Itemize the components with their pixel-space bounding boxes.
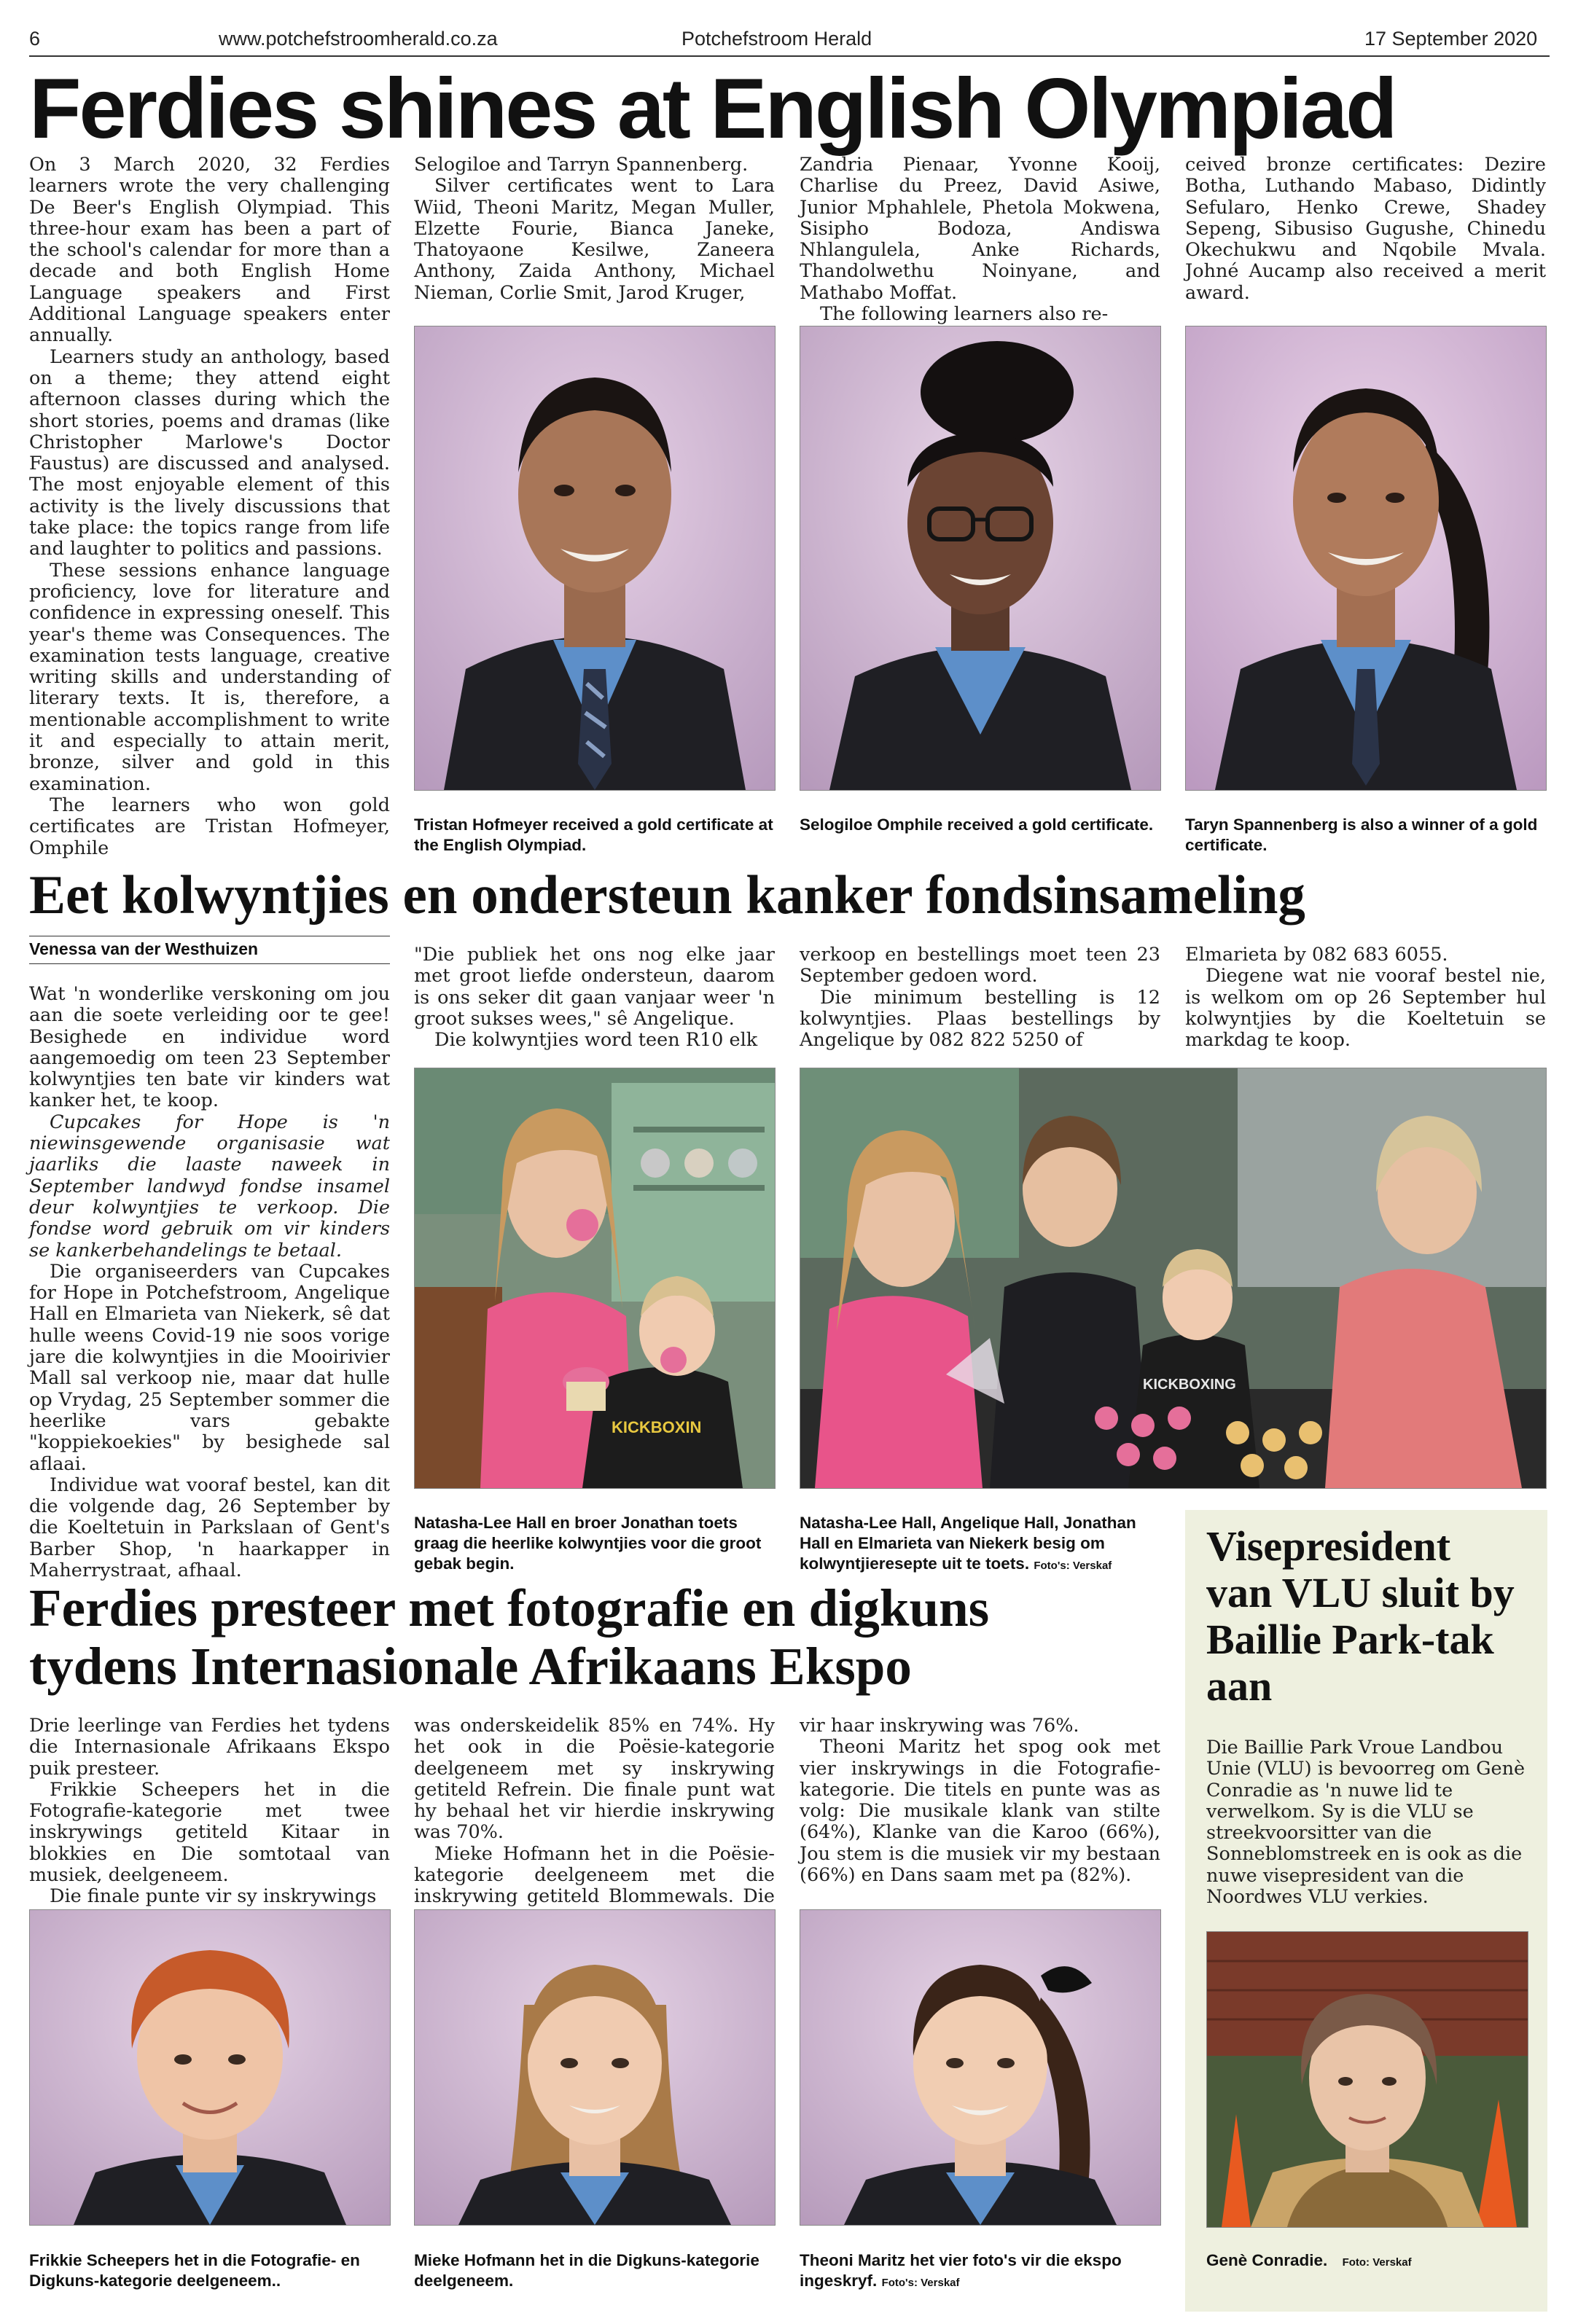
article1-paragraph: Silver certificates went to Lara Wiid, Theoni Maritz, Megan Muller, Elzette Fourie, Bianca Janeke, Thatoyaone Kesilwe, Zaneera Anthony, Zaida Anthony, Michael Nieman, Corlie Smit, Jarod Kruger, [414, 175, 775, 304]
sidebar-body [1206, 1737, 1527, 1912]
photo-hall-family-baking [800, 1068, 1547, 1489]
caption-theoni-text: Theoni Maritz het vier foto's vir die ekspo ingeskryf. [800, 2251, 1122, 2290]
article2-paragraph: Cupcakes for Hope is 'n niewinsgewende organisasie wat jaarliks die laaste naweek in September landwyd fondse insamel deur kolwyntjies te verkoop. Die fondse word gebruik om vir kinders se kankerbehandelings te betaal. [29, 1111, 390, 1261]
article3-paragraph: Frikkie Scheepers het in die Fotografie-kategorie met twee inskrywings getiteld Kitaar in blokkies en Die somtotaal van musiek, deelgeneem. [29, 1778, 390, 1887]
article1-paragraph: The following learners also re- [820, 303, 1109, 326]
article1-column-3 [800, 154, 1160, 326]
article2-paragraph: Wat 'n wonderlike verskoning om jou aan die soete verleiding oor te gee! Besighede en individue word aangemoedig om teen 23 September kolwyntjies ten bate vir kinders wat kanker het, te koop. [29, 983, 390, 1112]
article2-headline: Eet kolwyntjies en ondersteun kanker fondsinsameling [29, 865, 1305, 926]
article1-paragraph: These sessions enhance language proficiency, love for literature and confidence in expressing oneself. This year's theme was Consequences. The examination tests language, creative writing skills and understanding of literary texts. It is, therefore, a mentionable accomplishment to write it and especially to attain merit, bronze, silver and gold in this examination. [29, 559, 390, 795]
article3-paragraph: Mieke Hofmann het in die Poësie-kategorie deelgeneem met die inskrywing getiteld Blommewals. Die [414, 1842, 775, 1908]
article2-byline: Venessa van der Westhuizen [29, 939, 259, 958]
photo-natasha-and-jonathan [414, 1068, 776, 1489]
photo-selogiloe-omphile [800, 326, 1161, 791]
article3-paragraph: Theoni Maritz het spog ook met vier inskrywings in die Fotografie-kategorie. Die titels en punte was as volg: Die musikale klank van stilte (64%), Klanke van die Karoo (66%), Jou stem is die musiek vir my bestaan (66%) en Dans saam met pa (82%). [800, 1736, 1160, 1887]
article2-column-2 [414, 944, 775, 1054]
article1-column-1 [29, 154, 390, 858]
article1-headline: Ferdies shines at English Olympiad [29, 60, 1396, 156]
caption-hall-family [800, 1513, 1160, 1576]
caption-gene-conradie [1206, 2250, 1527, 2273]
website-url[interactable]: www.potchefstroomherald.co.za [219, 28, 498, 50]
article1-paragraph: The learners who won gold certificates are Tristan Hofmeyer, Omphile [29, 794, 390, 859]
photo-theoni-maritz [800, 1909, 1161, 2226]
svg-text:KICKBOXIN: KICKBOXIN [612, 1418, 702, 1436]
article2-column-3 [800, 944, 1160, 1054]
sidebar-paragraph: Die Baillie Park Vroue Landbou Unie (VLU) is bevoorreg om Genè Conradie as 'n nuwe lid te verwelkom. Sy is die VLU se streekvoorsitter van die Sonneblomstreek en is ook as die nuwe visepresident van die Noordwes VLU verkies. [1206, 1737, 1526, 1909]
article1-column-2 [414, 154, 775, 311]
article3-column-3 [800, 1715, 1160, 1890]
article2-paragraph: Individue wat vooraf bestel, kan dit die volgende dag, 26 September by die Koeltetuin in Parkslaan of Gent's Barber Shop, 'n haarkapper in Maherrystraat, afhaal. [29, 1474, 390, 1582]
article1-column-4 [1185, 154, 1546, 311]
article3-paragraph: vir haar inskrywing was 76%. [800, 1715, 1079, 1737]
article3-headline-line-1: Ferdies presteer met fotografie en digkuns [29, 1578, 990, 1638]
article2-paragraph: Die minimum bestelling is 12 kolwyntjies. Plaas bestellings by Angelique by 082 822 5250 of [800, 986, 1160, 1052]
svg-text:KICKBOXING: KICKBOXING [1143, 1377, 1236, 1393]
article2-paragraph: Die kolwyntjies word teen R10 elk [434, 1029, 758, 1052]
article1-paragraph: On 3 March 2020, 32 Ferdies learners wrote the very challenging De Beer's English Olympiad. This three-hour exam has been a part of the school's calendar for more than a decade and both English Home Language speakers and First Additional Language speakers enter annually. [29, 154, 390, 347]
article1-paragraph: Learners study an anthology, based on a theme; they attend eight afternoon classes during which the short stories, poems and dramas (like Christopher Marlowe's Doctor Faustus) are discussed and analysed. The most enjoyable element of this activity is the lively discussions that take place: the topics range from life and laughter to politics and passions. [29, 345, 390, 560]
article2-paragraph: Diegene wat nie vooraf bestel nie, is welkom om op 26 September hul kolwyntjies by die Koeltetuin se markdag te koop. [1185, 965, 1546, 1052]
article1-paragraph: ceived bronze certificates: Dezire Botha, Luthando Mabaso, Didintly Sefularo, Henko Crewe, Shadey Sepeng, Sibusiso Gugushe, Chinedu Okechukwu and Nqobile Mvala. Johné Aucamp also received a merit award. [1185, 154, 1546, 304]
article3-headline-line-2: tydens Internasionale Afrikaans Ekspo [29, 1637, 912, 1696]
article2-paragraph: Die organiseerders van Cupcakes for Hope in Potchefstroom, Angelique Hall en Elmarieta van Niekerk, sê dat hulle weens Covid-19 nie soos vorige jare die kolwyntjies in die Mooirivier Mall sal verkoop nie, maar dat hulle op Vrydag, 25 September sommer die heerlike vars gebakte "koppiekoekies" by besighede sal aflaai. [29, 1260, 390, 1475]
header-rule [29, 55, 1550, 57]
caption-theoni [800, 2250, 1160, 2293]
photo-gene-conradie [1206, 1931, 1528, 2228]
photo-tristan-hofmeyer [414, 326, 776, 791]
caption-gene-text: Genè Conradie. [1206, 2251, 1328, 2269]
sidebar-headline: Visepresident van VLU sluit by Baillie Park-tak aan [1206, 1522, 1515, 1710]
article1-paragraph: Selogiloe and Tarryn Spannenberg. [414, 154, 749, 176]
article2-paragraph: Elmarieta by 082 683 6055. [1185, 944, 1448, 966]
caption-selogiloe: Selogiloe Omphile received a gold certificate. [800, 815, 1154, 834]
article2-paragraph: "Die publiek het ons nog elke jaar met groot liefde ondersteun, daarom is ons seker dit gaan vanjaar weer 'n groot sukses wees," sê Angelique. [414, 944, 775, 1030]
caption-hall-family-text: Natasha-Lee Hall, Angelique Hall, Jonathan Hall en Elmarieta van Niekerk besig om kolwyntjieresepte uit te toets. [800, 1514, 1136, 1573]
photo-credit: Foto's: Verskaf [881, 2277, 960, 2289]
article3-paragraph: was onderskeidelik 85% en 74%. Hy het ook in die Poësie-kategorie deelgeneem met sy inskrywing getiteld Refrein. Die finale punt wat hy behaal het vir hierdie inskrywing was 70%. [414, 1715, 775, 1844]
photo-credit: Foto's: Verskaf [1034, 1560, 1112, 1572]
caption-taryn: Taryn Spannenberg is also a winner of a gold certificate. [1185, 815, 1538, 854]
photo-credit: Foto: Verskaf [1342, 2256, 1412, 2269]
article3-headline [29, 1579, 989, 1696]
article3-column-1 [29, 1715, 390, 1908]
page-number: 6 [29, 28, 41, 50]
article2-paragraph: verkoop en bestellings moet teen 23 September gedoen word. [800, 944, 1160, 987]
caption-natasha-jonathan: Natasha-Lee Hall en broer Jonathan toets graag die heerlike kolwyntjies voor die groot gebak begin. [414, 1514, 762, 1573]
caption-mieke: Mieke Hofmann het in die Digkuns-kategorie deelgeneem. [414, 2251, 759, 2290]
article2-column-4 [1185, 944, 1546, 1054]
publication-name: Potchefstroom Herald [681, 28, 872, 50]
article3-column-2 [414, 1715, 775, 1908]
article1-paragraph: Zandria Pienaar, Yvonne Kooij, Charlise du Preez, David Asiwe, Junior Mphahlele, Phetola Mokwena, Sisipho Bodoza, Andiswa Nhlangulela, Anke Richards, Thandolwethu Noinyane, and Mathabo Moffat. [800, 154, 1160, 304]
article2-column-1 [29, 983, 390, 1582]
issue-date: 17 September 2020 [1364, 28, 1538, 50]
byline-rule-bottom [29, 963, 390, 964]
article3-paragraph: Drie leerlinge van Ferdies het tydens die Internasionale Afrikaans Ekspo puik presteer. [29, 1715, 390, 1780]
article3-paragraph: Die finale punte vir sy inskrywings [50, 1885, 377, 1908]
caption-tristan: Tristan Hofmeyer received a gold certificate at the English Olympiad. [414, 815, 773, 854]
caption-frikkie: Frikkie Scheepers het in die Fotografie- en Digkuns-kategorie deelgeneem.. [29, 2251, 360, 2290]
photo-mieke-hofmann [414, 1909, 776, 2226]
photo-frikkie-scheepers [29, 1909, 391, 2226]
photo-taryn-spannenberg [1185, 326, 1547, 791]
